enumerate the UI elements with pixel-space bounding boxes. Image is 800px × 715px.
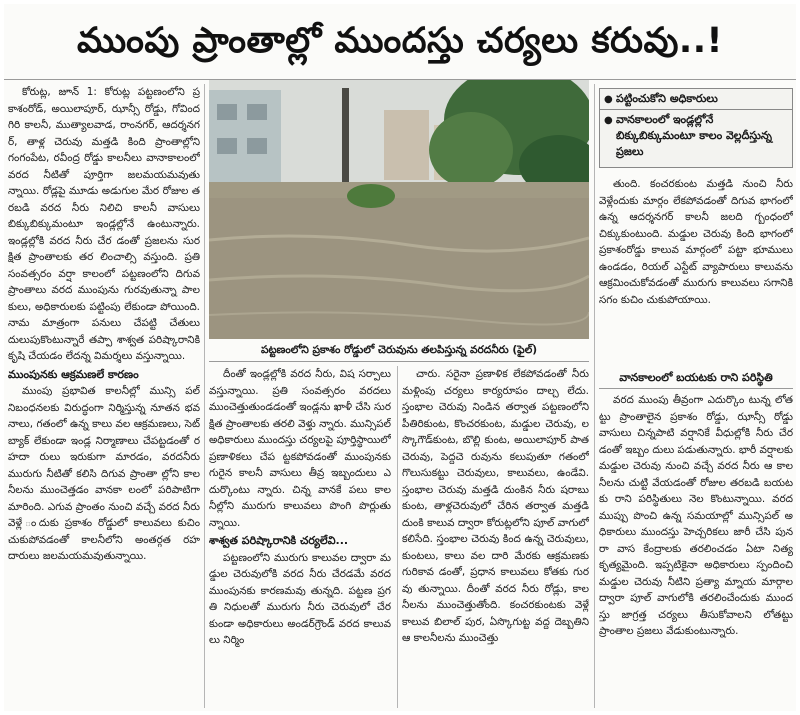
flooded-street-photo	[209, 80, 589, 339]
column-divider	[397, 366, 398, 708]
column-1-subhead: ముంపునకు ఆక్రమణలే కారణం	[8, 367, 139, 381]
column-3-paragraph-1: చారు. సరైనా ప్రణాళిక లేకపోవడంతో నీరు మళ్లింపు చర్యలు కార్యరూపం దాల్చ లేదు. స్తంభాల చెరువు నిండిన తర్వాత పట్టణంలోని పీతిరికుంట, కొంచరకుంట, మడ్డుల చెరువు, లస్కొగౌడ్‌కుంట, బొల్లి కుంట, అయిలాపూర్‌ పాతచెరువు, పెద్దచె రువును కలుపుతూ గతంలో గొలుసుకట్టు చెరువులు, కాలువలు, ఉండేవి. స్తంభాల చెరువు మత్తడి దుంకిన నీరు షరాబు కుంట, తాళ్లచెరువులో చేరిన తర్వాత మత్తడి దుంకి కాలువ ద్వారా కోరుట్లలోని పూల్‌ వాగులో కలిసేది. స్తంభాల చెరువు కింద ఉన్న చెరువులు, కుంటలు, కాలు వల దారి మేరకు ఆక్రమణకు గురికావ డంతో, ప్రధాన కాలువలు కోతకు గురవు తున్నాయి. దీంతో వరద నీరు రోడ్లు, కాల నీలను ముంచెత్తుతోంది. కంచరకుంటకు వెళ్లే కాలువ బిలాల్‌ పుర, ఏస్కొగుట్ట వద్ద దెబ్బతిని ఆ కాలనీలను ముంచెత్తు	[402, 368, 589, 644]
photo-caption: పట్టణంలోని ప్రకాశం రోడ్డులో చెరువును తలపిస్తున్న వరదనీరు (ఫైల్)	[260, 344, 538, 356]
column-1-paragraph-1: కోరుట్ల, జూన్‌ 1: కోరుట్ల పట్టణంలోని ప్రకాశంరోడ్‌, అయిలాపూర్‌, ఝాన్సీ రోడ్డు, గోవిందగిరి కాలనీ, ముత్యాలవాడ, రాంనగర్‌, ఆదర్శనగర్‌, తాళ్ల చెరువు మత్తడి కింది ప్రాంతాల్లోని గంగంపేట, రవీంద్ర రోడ్డు కాలనీలు వానాకాలంలో వరద నీటితో పూర్తిగా జలమయమవుతు న్నాయి. రోడ్లపై మూడు అడుగుల మేర రోజుల తరబడి వరద నీరు నిలిచి కాలనీ వాసులు బిక్కుబిక్కుమంటూ ఇండ్లల్లోనే ఉంటున్నారు. ఇండ్లల్లోకి వరద నీరు చేర డంతో ప్రజలను సురక్షిత ప్రాంతాలకు తర లించాల్సి వస్తుంది. ప్రతి సంవత్సరం వర్షా కాలంలో పట్టణంలోని దిగువ ప్రాంతాలు వరద ముంపును గురవుతున్నా పాల కులు, అధికారులకు పట్టింపు లేకుండా పోయింది. నామ మాత్రంగా పనులు చేపట్టి చేతులు దులుపుకొంటున్నారే తప్పా శాశ్వత పరిష్కారానికి కృషి చేయడం లేదన్న విమర్శలు వస్తున్నాయి.	[8, 86, 200, 362]
column-divider	[594, 84, 595, 708]
column-1	[8, 84, 200, 708]
newspaper-clipping	[4, 4, 796, 711]
highlight-item	[600, 89, 792, 109]
column-4-subhead: వానకాలంలో బయటకు రాని పరిస్థితి	[619, 371, 773, 384]
highlight-text: పట్టించుకోని అధికారులు	[616, 92, 718, 105]
bullet-icon: ●	[604, 115, 613, 126]
column-2-paragraph-1: దీంతో ఇండ్లల్లోకి వరద నీరు, విష సర్పాలు వస్తున్నాయి. ప్రతి సంవత్సరం వరదలు ముంచెత్తుతుండడంతో ఇండ్లను ఖాళీ చేసి సురక్షిత ప్రాంతాలకు తరలి వెళ్తు న్నారు. మున్సిపల్‌ అధికారులు ముందస్తు చర్యలపై పూర్తిస్థాయిలో ప్రణాళికలు చేప ట్టకపోవడంతో ముంపునకు గురైన కాలనీ వాసులు తీవ్ర ఇబ్బందులు ఎదుర్కొంటు న్నారు. చిన్న వానకే పలు కాలనీల్లోని మురుగు కాలువలు పొంగి పొర్లుతు న్నాయి.	[209, 368, 391, 529]
flood-photo-illustration	[209, 80, 589, 339]
column-2	[209, 366, 391, 708]
highlight-text: వానకాలంలో ఇండ్లల్లోనే బిక్కుబిక్కుమంటూ కాలం వెల్లదీస్తున్న ప్రజలు	[616, 113, 772, 158]
column-4-paragraph-2: వరద ముంపు తీవ్రంగా ఎదుర్కొం టున్న లోతట్టు ప్రాంతాలైన ప్రకాశం రోడ్డు, ఝాన్సీ రోడ్డు వాసులు చిన్నపాటి వర్షానికే వీధుల్లోకి నీరు చేరడంతో ఇబ్బం దులు పడుతున్నారు. భారీ వర్షాలకు మడ్డుల చెరువు నుంచి వచ్చే వరద నీరు ఆ కాలనీలను చుట్టి వేయడంతో రోజుల తరబడి బయటకు రాని పరిస్థితులు నెల కొంటున్నాయి. వరద ముప్పు పొంచి ఉన్న సమయాల్లో మున్సిపల్‌ అధికారులు ముందస్తు హెచ్చరికలు జారీ చేసి పునరా వాస కేంద్రాలకు తరలించడం ఏటా నిత్య కృత్యమైంది. ఇప్పటికైనా అధికారులు స్పందించి మడ్డుల చెరువు నీటిని ప్రత్యా మ్నాయ మార్గాల ద్వారా పూల్‌ వాగులోకి తరలించేందుకు ముందస్తు జాగ్రత్త చర్యలు తీసుకోవాలని లోతట్టు ప్రాంతాల ప్రజలు వేడుకుంటున్నారు.	[599, 394, 793, 637]
subhead-divider	[599, 388, 793, 389]
headline: ముంపు ప్రాంతాల్లో ముందస్తు చర్యలు కరువు..!	[77, 21, 723, 61]
caption-divider	[209, 361, 589, 362]
column-2-subhead: శాశ్వత పరిష్కారానికి చర్యలేవి...	[209, 534, 349, 547]
column-2-paragraph-2: పట్టణంలోని మురుగు కాలువల ద్వారా మడ్డుల చెరువులోకి వరద నీరు చేరడమే వరద ముంపునకు కారణమవు తున్నది. పట్టణ ప్రగతి నిధులతో మురుగు నీరు చెరువులో చేరకుండా అధికారులు అండర్‌గ్రౌండ్‌ వరద కాలువలు నిర్మిం	[209, 551, 391, 646]
column-4-lower	[599, 392, 793, 708]
bullet-icon: ●	[604, 94, 613, 105]
column-4-paragraph-1: తుంది. కంచరకుంట మత్తడి నుంచి నీరు వెళ్లేందుకు మార్గం లేకపోవడంతో దిగువ భాగంలో ఉన్న ఆదర్శనగర్‌ కాలనీ జలది గ్బంధంలో చిక్కుకుంటుంది. మడ్డుల చెరువు కింది భాగంలో ప్రకాశంరోడ్డు కాలువ మార్గంలో పట్టా భూములు ఉండడం, రియల్‌ ఎస్టేట్‌ వ్యాపారులు కాలువను ఆక్రమించుకోవడంతో మురుగు కాలువలు సగానికి సగం కుచిం చుకుపోయాయి.	[599, 178, 793, 306]
column-1-paragraph-2: ముంపు ప్రభావిత కాలనీల్లో మున్సి పల్‌ నిబంధనలకు విరుద్ధంగా నిర్మిస్తున్న నూతన భవనాలు, గతంలో ఉన్న కాలు వల ఆక్రమణలు, సెట్‌ బ్యాక్‌ లేకుండా ఇండ్ల నిర్మాణాలు చేపట్టడంతో రహదా రులు ఇరుకుగా మారడం, వరదనీరు మురుగు నీటితో కలిసి దిగువ ప్రాంతా ల్లోని కాలనీలను ముంచెత్తడం వానకా లంలో పరిపాటిగా మారింది. ఎగువ ప్రాంతం నుంచి వచ్చే వరద నీరు వెళ్లే ందుకు ప్రకాశం రోడ్డులో కాలువలు కుచిం చుకుపోవడంతో కాలనీలోని అంతర్గత రహదారులు జలమయమవుతున్నాయి.	[8, 385, 200, 562]
column-3	[402, 366, 589, 708]
highlights-box	[599, 88, 793, 168]
column-divider	[204, 84, 205, 708]
highlight-item	[600, 109, 792, 162]
column-4-upper	[599, 176, 793, 368]
